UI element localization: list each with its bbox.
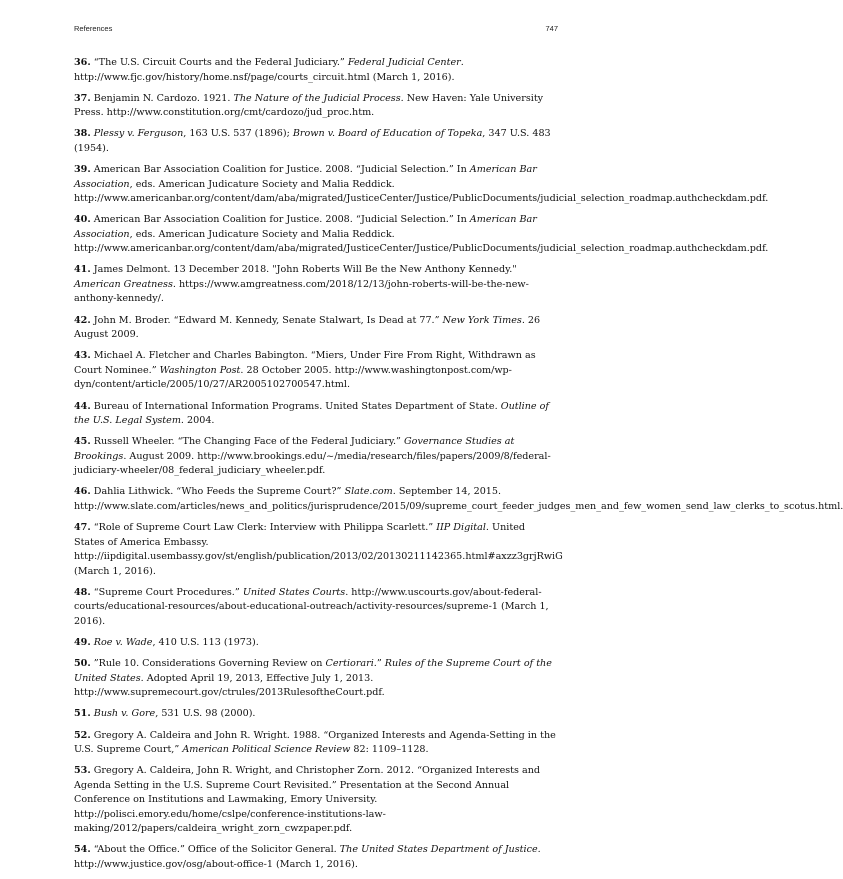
- reference-text: . http://www.uscourts.gov/about-federal-courts/educational-resources/about-educational-outreach/activity-resources/supreme-1 (March 1, 2016).: [74, 586, 549, 627]
- reference-text: . https://www.amgreatness.com/2018/12/13/john-roberts-will-be-the-new-anthony-kennedy/.: [74, 278, 529, 305]
- reference-number: 45.: [74, 436, 91, 448]
- reference-entry: [74, 843, 556, 872]
- reference-text: . http://www.fjc.gov/history/home.nsf/page/courts_circuit.html (March 1, 2016).: [74, 57, 464, 83]
- reference-text: .”: [373, 658, 385, 670]
- reference-entry: [74, 92, 556, 121]
- reference-text: American Bar Association Coalition for Justice. 2008. “Judicial Selection.” In: [93, 164, 470, 176]
- reference-italic-text: IIP Digital: [436, 522, 486, 534]
- reference-number: 42.: [74, 314, 91, 326]
- reference-text: American Bar Association Coalition for Justice. 2008. “Judicial Selection.” In: [93, 214, 470, 226]
- reference-text: Benjamin N. Cardozo. 1921.: [93, 92, 234, 104]
- reference-italic-text: Plessy v. Ferguson: [93, 128, 184, 140]
- reference-text: Dahlia Lithwick. “Who Feeds the Supreme Court?”: [93, 486, 345, 498]
- reference-number: 39.: [74, 164, 91, 176]
- reference-entry: [74, 586, 556, 630]
- reference-entry: [74, 349, 556, 393]
- reference-number: 48.: [74, 586, 91, 598]
- reference-entry: [74, 314, 556, 343]
- reference-number: 51.: [74, 708, 91, 720]
- reference-number: 41.: [74, 264, 91, 276]
- reference-number: 52.: [74, 729, 91, 741]
- reference-text: “Role of Supreme Court Law Clerk: Interview with Philippa Scarlett.”: [93, 522, 437, 534]
- reference-italic-text: Rules of the Supreme Court of the United States: [74, 658, 552, 684]
- reference-text: . August 2009. http://www.brookings.edu/~/media/research/files/papers/2009/8/federal-judiciary-wheeler/08_federal_judiciary_wheeler.pdf.: [74, 450, 551, 477]
- reference-text: “The U.S. Circuit Courts and the Federal Judiciary.”: [93, 57, 348, 68]
- reference-text: . http://www.justice.gov/osg/about-office-1 (March 1, 2016).: [74, 844, 541, 870]
- reference-text: , eds. American Judicature Society and Malia Reddick. http://www.americanbar.org/content/dam/aba/migrated/JusticeCenter/Justice/PublicDocuments/judicial_selection_roadmap.authcheckdam.pdf.: [74, 178, 769, 205]
- reference-entry: [74, 127, 556, 156]
- reference-italic-text: The United States Department of Justice: [339, 844, 538, 856]
- reference-text: . 28 October 2005. http://www.washingtonpost.com/wp-dyn/content/article/2005/10/27/AR2005102700547.html.: [74, 364, 512, 391]
- reference-entry: [74, 163, 769, 207]
- reference-number: 36.: [74, 57, 91, 68]
- reference-text: Gregory A. Caldeira, John R. Wright, and Christopher Zorn. 2012. “Organized Interests and Agenda Setting in the U.S. Supreme Court Revisited.” Presentation at the Second Annual Conference on Institutions and Lawmaking, Emory University. http://polisci.emory.edu/home/cslpe/conference-institutions-law-making/2012/papers/caldeira_wright_zorn_cwzpaper.pdf.: [74, 765, 541, 835]
- reference-entry: [74, 764, 556, 837]
- reference-text: Russell Wheeler. “The Changing Face of the Federal Judiciary.”: [93, 436, 405, 448]
- reference-number: 54.: [74, 844, 91, 856]
- reference-italic-text: New York Times: [442, 314, 522, 326]
- page-number: 747: [545, 24, 558, 33]
- reference-text: 82: 1109–1128.: [350, 744, 429, 755]
- reference-text: Gregory A. Caldeira and John R. Wright. 1988. “Organized Interests and Agenda-Setting in the U.S. Supreme Court,”: [74, 729, 556, 755]
- reference-text: James Delmont. 13 December 2018. "John Roberts Will Be the New Anthony Kennedy.": [93, 264, 517, 276]
- reference-italic-text: American Greatness: [74, 278, 173, 290]
- reference-text: , 347 U.S. 483 (1954).: [74, 128, 551, 154]
- reference-number: 38.: [74, 128, 91, 140]
- reference-entry: [74, 521, 563, 579]
- reference-italic-text: American Bar Association: [74, 164, 537, 190]
- reference-text: . United States of America Embassy. http://iipdigital.usembassy.gov/st/english/publication/2013/02/20130211142365.html#axzz3grjRwiG (March 1, 2016).: [74, 522, 563, 577]
- reference-italic-text: Brown v. Board of Education of Topeka: [292, 128, 483, 140]
- reference-number: 46.: [74, 486, 91, 498]
- reference-text: , eds. American Judicature Society and Malia Reddick. http://www.americanbar.org/content/dam/aba/migrated/JusticeCenter/Justice/PublicDocuments/judicial_selection_roadmap.authcheckdam.pdf.: [74, 228, 769, 255]
- reference-italic-text: Slate.com: [344, 486, 393, 498]
- reference-text: “About the Office.” Office of the Solicitor General.: [93, 844, 340, 856]
- reference-text: . September 14, 2015. http://www.slate.com/articles/news_and_politics/jurisprudence/2015/09/supreme_court_feeder_judges_men_and_few_women_send_law_clerks_to_scotus.html.: [74, 486, 843, 512]
- reference-text: John M. Broder. “Edward M. Kennedy, Senate Stalwart, Is Dead at 77.”: [93, 314, 443, 326]
- reference-italic-text: American Political Science Review: [182, 744, 351, 755]
- reference-entry: [74, 213, 769, 257]
- reference-entry: [74, 56, 556, 85]
- reference-italic-text: Federal Judicial Center: [347, 57, 461, 68]
- reference-text: , 531 U.S. 98 (2000).: [155, 708, 256, 720]
- running-header: [74, 24, 558, 38]
- reference-italic-text: Bush v. Gore: [93, 708, 156, 720]
- reference-entry: [74, 263, 556, 307]
- reference-number: 44.: [74, 400, 91, 412]
- reference-text: , 410 U.S. 113 (1973).: [152, 636, 259, 648]
- reference-number: 47.: [74, 522, 91, 534]
- reference-italic-text: Outline of the U.S. Legal System: [74, 400, 549, 426]
- reference-text: Michael A. Fletcher and Charles Babington. “Miers, Under Fire From Right, Withdrawn as Court Nominee.”: [74, 350, 536, 376]
- reference-italic-text: Certiorari: [325, 658, 374, 670]
- reference-list: [74, 56, 843, 879]
- reference-entry: [74, 729, 556, 758]
- reference-entry: [74, 400, 556, 429]
- reference-italic-text: The Nature of the Judicial Process: [233, 92, 401, 104]
- reference-number: 53.: [74, 765, 91, 777]
- reference-text: . New Haven: Yale University Press. http://www.constitution.org/cmt/cardozo/jud_proc.htm.: [74, 92, 544, 119]
- reference-text: Bureau of International Information Programs. United States Department of State.: [93, 400, 501, 412]
- reference-number: 37.: [74, 92, 91, 104]
- reference-text: . 26 August 2009.: [74, 314, 541, 341]
- reference-entry: [74, 707, 556, 722]
- reference-italic-text: Washington Post: [159, 364, 241, 376]
- reference-text: . Adopted April 19, 2013, Effective July 1, 2013. http://www.supremecourt.gov/ctrules/2013RulesoftheCourt.pdf.: [74, 672, 385, 699]
- reference-number: 50.: [74, 658, 91, 670]
- reference-text: ”Rule 10. Considerations Governing Review on: [93, 658, 326, 670]
- reference-number: 43.: [74, 350, 91, 362]
- reference-italic-text: Governance Studies at Brookings: [74, 436, 515, 462]
- reference-text: “Supreme Court Procedures.”: [93, 586, 243, 598]
- reference-italic-text: Roe v. Wade: [93, 636, 153, 648]
- reference-entry: [74, 435, 556, 479]
- reference-number: 40.: [74, 214, 91, 226]
- reference-italic-text: American Bar Association: [74, 214, 537, 240]
- reference-text: , 163 U.S. 537 (1896);: [183, 128, 293, 140]
- reference-entry: [74, 485, 843, 514]
- reference-italic-text: United States Courts: [242, 586, 346, 598]
- reference-entry: [74, 657, 556, 701]
- reference-entry: [74, 636, 556, 651]
- reference-number: 49.: [74, 636, 91, 648]
- reference-text: . 2004.: [180, 415, 215, 426]
- section-title: References: [74, 24, 113, 33]
